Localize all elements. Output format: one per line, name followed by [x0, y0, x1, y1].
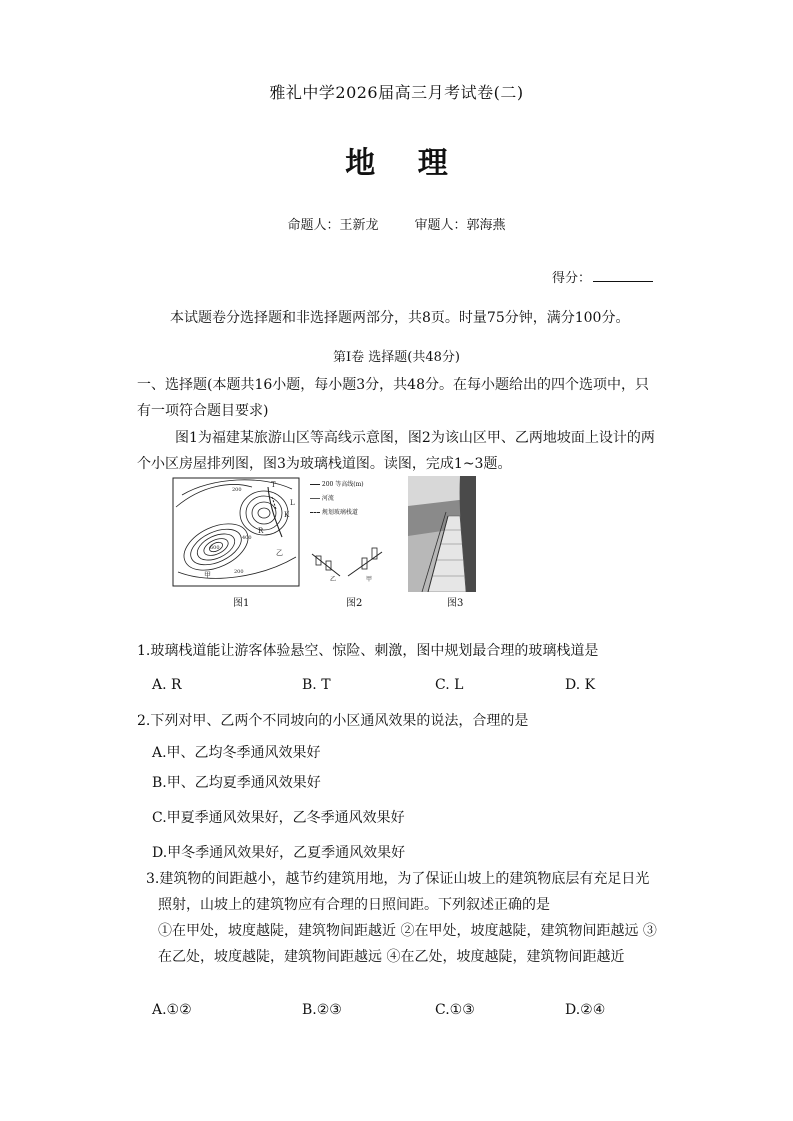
- score-label: 得分：: [552, 271, 592, 286]
- map-label-t: T: [271, 481, 276, 489]
- score-field[interactable]: [552, 267, 653, 286]
- question-2-stem: 2.下列对甲、乙两个不同坡向的小区通风效果的说法，合理的是: [137, 713, 529, 729]
- score-blank[interactable]: [593, 269, 653, 282]
- section-instruction: 一、选择题(本题共16小题，每小题3分，共48分。在每小题给出的四个选项中，只有一项符合题目要求): [137, 377, 649, 419]
- q1-option-a[interactable]: A. R: [152, 677, 182, 693]
- question-1-options: [152, 677, 652, 697]
- authors-line: [0, 214, 793, 233]
- map-legend: [310, 478, 364, 520]
- legend-contour: 200 等高线(m): [310, 478, 364, 492]
- q2-option-a[interactable]: A.甲、乙均冬季通风效果好: [152, 745, 321, 761]
- legend-trail: 规划玻璃栈道: [310, 506, 364, 520]
- figure-group: [172, 474, 472, 609]
- q2-option-d[interactable]: D.甲冬季通风效果好，乙夏季通风效果好: [152, 845, 406, 861]
- q3-option-a[interactable]: A.①②: [152, 1002, 192, 1018]
- q3-option-b[interactable]: B.②③: [302, 1002, 342, 1018]
- question-3-body: ①在甲处，坡度越陡，建筑物间距越近 ②在甲处，坡度越陡，建筑物间距越远 ③在乙处，坡度越陡，建筑物间距越远 ④在乙处，坡度越陡，建筑物间距越近: [158, 923, 657, 965]
- map-contour-200a: 200: [232, 487, 242, 493]
- contour-map-figure: [172, 477, 300, 587]
- map-contour-400: 400: [242, 535, 252, 541]
- q1-option-c[interactable]: C. L: [435, 677, 464, 693]
- question-3-options: [152, 1002, 652, 1022]
- fig2-caption: 图2: [346, 598, 363, 609]
- slope-houses-figure: [310, 542, 384, 582]
- question-material: 图1为福建某旅游山区等高线示意图，图2为该山区甲、乙两地坡面上设计的两个小区房屋排列图，图3为玻璃栈道图。读图，完成1~3题。: [137, 430, 655, 472]
- map-label-yi: 乙: [276, 549, 283, 557]
- fig1-caption: 图1: [233, 598, 250, 609]
- question-setter: 命题人：王新龙: [287, 218, 379, 233]
- q3-option-c[interactable]: C.①③: [435, 1002, 475, 1018]
- q3-option-d[interactable]: D.②④: [565, 1002, 606, 1018]
- map-label-k: K: [284, 511, 290, 519]
- map-contour-200b: 200: [234, 569, 244, 575]
- fig3-caption: 图3: [447, 598, 464, 609]
- question-reviewer: 审题人：郭海燕: [414, 218, 506, 233]
- map-contour-600: 600: [210, 545, 220, 551]
- question-3: [146, 866, 658, 970]
- exam-intro: 本试题卷分选择题和非选择题两部分，共8页。时量75分钟，满分100分。: [170, 310, 630, 326]
- fig2-label-yi: 乙: [330, 576, 337, 582]
- q1-option-d[interactable]: D. K: [565, 677, 596, 693]
- question-3-stem: 3.建筑物的间距越小，越节约建筑用地，为了保证山坡上的建筑物底层有充足日光照射，山坡上的建筑物应有合理的日照间距。下列叙述正确的是: [146, 871, 650, 913]
- q2-option-b[interactable]: B.甲、乙均夏季通风效果好: [152, 775, 321, 791]
- question-1-stem: 1.玻璃栈道能让游客体验悬空、惊险、刺激，图中规划最合理的玻璃栈道是: [137, 643, 599, 659]
- map-label-jia: 甲: [204, 571, 211, 579]
- q1-option-b[interactable]: B. T: [302, 677, 331, 693]
- q2-option-c[interactable]: C.甲夏季通风效果好，乙冬季通风效果好: [152, 810, 405, 826]
- fig2-label-jia: 甲: [366, 576, 373, 582]
- part-title: 第Ⅰ卷 选择题(共48分): [333, 350, 460, 365]
- map-label-l: L: [290, 499, 295, 507]
- exam-title: 雅礼中学2026届高三月考试卷(二): [269, 83, 524, 102]
- subject-title: 地 理: [345, 146, 464, 181]
- glass-walkway-photo: [408, 476, 476, 592]
- map-label-r: R: [258, 527, 264, 535]
- legend-river: 河流: [310, 492, 364, 506]
